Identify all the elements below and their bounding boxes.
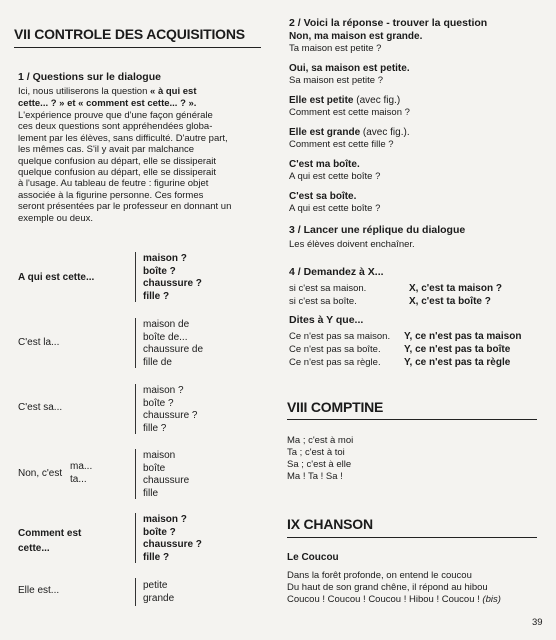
answer-1: Oui, sa maison est petite. — [289, 63, 410, 74]
row5-items: maison ? boîte ? chaussure ? fille ? — [143, 514, 202, 563]
answer-question-list — [289, 31, 422, 215]
row6-label: Elle est... — [18, 585, 60, 596]
s4b-right-0: Y, ce n'est pas ta maison — [404, 331, 522, 342]
question-0: Ta maison est petite ? — [289, 43, 382, 54]
s4b-right-1: Y, ce n'est pas ta boîte — [404, 344, 511, 355]
song-title: Le Coucou — [287, 552, 339, 563]
row3-items: maison ? boîte ? chaussure ? fille ? — [143, 385, 198, 434]
row4-label: Non, c'est — [18, 468, 63, 479]
row4-mid: ma... ta... — [70, 461, 93, 485]
answer-0: Non, ma maison est grande. — [289, 31, 423, 42]
row4-divider — [135, 449, 136, 499]
viii-rule — [287, 419, 537, 420]
answer-5: C'est sa boîte. — [289, 191, 357, 202]
section-title-viii: VIII COMPTINE — [287, 399, 384, 415]
question-2: Comment est cette maison ? — [289, 107, 410, 118]
row1-label: A qui est cette... — [18, 272, 95, 283]
comptine-lines: Ma ; c'est à moi Ta ; c'est à toi Sa ; c'est à elle Ma ! Ta ! Sa ! — [287, 435, 354, 482]
row2-label: C'est la... — [18, 337, 60, 348]
section-title-vii: VII CONTROLE DES ACQUISITIONS — [14, 26, 245, 42]
title-rule — [14, 47, 261, 48]
row3-divider — [135, 384, 136, 434]
question-1: Sa maison est petite ? — [289, 75, 383, 86]
row3-label: C'est sa... — [18, 402, 63, 413]
row5-label: Comment est cette... — [18, 528, 82, 554]
row6-divider — [135, 578, 136, 606]
answer-2: Elle est petite (avec fig.) — [289, 95, 401, 106]
row5-divider — [135, 513, 136, 563]
s4b-left-0: Ce n'est pas sa maison. — [289, 331, 391, 342]
s3-text: Les élèves doivent enchaîner. — [289, 239, 415, 250]
question-4: A qui est cette boîte ? — [289, 171, 381, 182]
answer-3: Elle est grande (avec fig.). — [289, 127, 410, 138]
intro-line-1: Ici, nous utiliserons la question « à qui est — [18, 86, 197, 97]
s4-right-1: X, c'est ta boîte ? — [409, 296, 491, 307]
row6-items: petite grande — [143, 580, 175, 604]
answer-4: C'est ma boîte. — [289, 159, 360, 170]
subsection-heading-4: 4 / Demandez à X... — [289, 266, 384, 278]
row2-items: maison de boîte de... chaussure de fille de — [143, 319, 204, 368]
s4-left-0: si c'est sa maison. — [289, 283, 367, 294]
intro-line-2: cette... ? » et « comment est cette... ? ». — [18, 98, 197, 109]
intro-paragraph: L'expérience prouve que d'une façon générale ces deux questions sont appréhendées globa- lement par les élèves, sans difficulté. D'autre part, les mêmes cas. S'il y avait par malchance quelque confusion au départ, elle se dissiperait quelque confusion au départ, elle se dissiperait à l'usage. Au tableau de feutre : figurine objet associée à la figurine personne. Ces formes seront présentées par le professeur en donnant un exemple ou deux. — [18, 110, 232, 224]
subsection-heading-3: 3 / Lancer une réplique du dialogue — [289, 224, 466, 236]
row1-divider — [135, 252, 136, 302]
ix-rule — [287, 537, 537, 538]
question-5: A qui est cette boîte ? — [289, 203, 381, 214]
dites-heading: Dites à Y que... — [289, 314, 364, 326]
row1-items: maison ? boîte ? chaussure ? fille ? — [143, 253, 202, 302]
page-number: 39 — [532, 617, 543, 628]
section-title-ix: IX CHANSON — [287, 516, 373, 532]
s4b-left-2: Ce n'est pas sa règle. — [289, 357, 381, 368]
row4-items: maison boîte chaussure fille — [143, 450, 190, 499]
question-3: Comment est cette fille ? — [289, 139, 394, 150]
s4b-right-2: Y, ce n'est pas ta règle — [404, 357, 511, 368]
s4-left-1: si c'est sa boîte. — [289, 296, 357, 307]
s4-right-0: X, c'est ta maison ? — [409, 283, 502, 294]
song-lines: Dans la forêt profonde, on entend le coucou Du haut de son grand chêne, il répond au hibou Coucou ! Coucou ! Coucou ! Hibou ! Coucou ! (bis) — [287, 570, 501, 605]
row2-divider — [135, 318, 136, 368]
s4b-left-1: Ce n'est pas sa boîte. — [289, 344, 381, 355]
subsection-heading-2: 2 / Voici la réponse - trouver la question — [289, 17, 488, 29]
subsection-heading-1: 1 / Questions sur le dialogue — [18, 71, 161, 83]
